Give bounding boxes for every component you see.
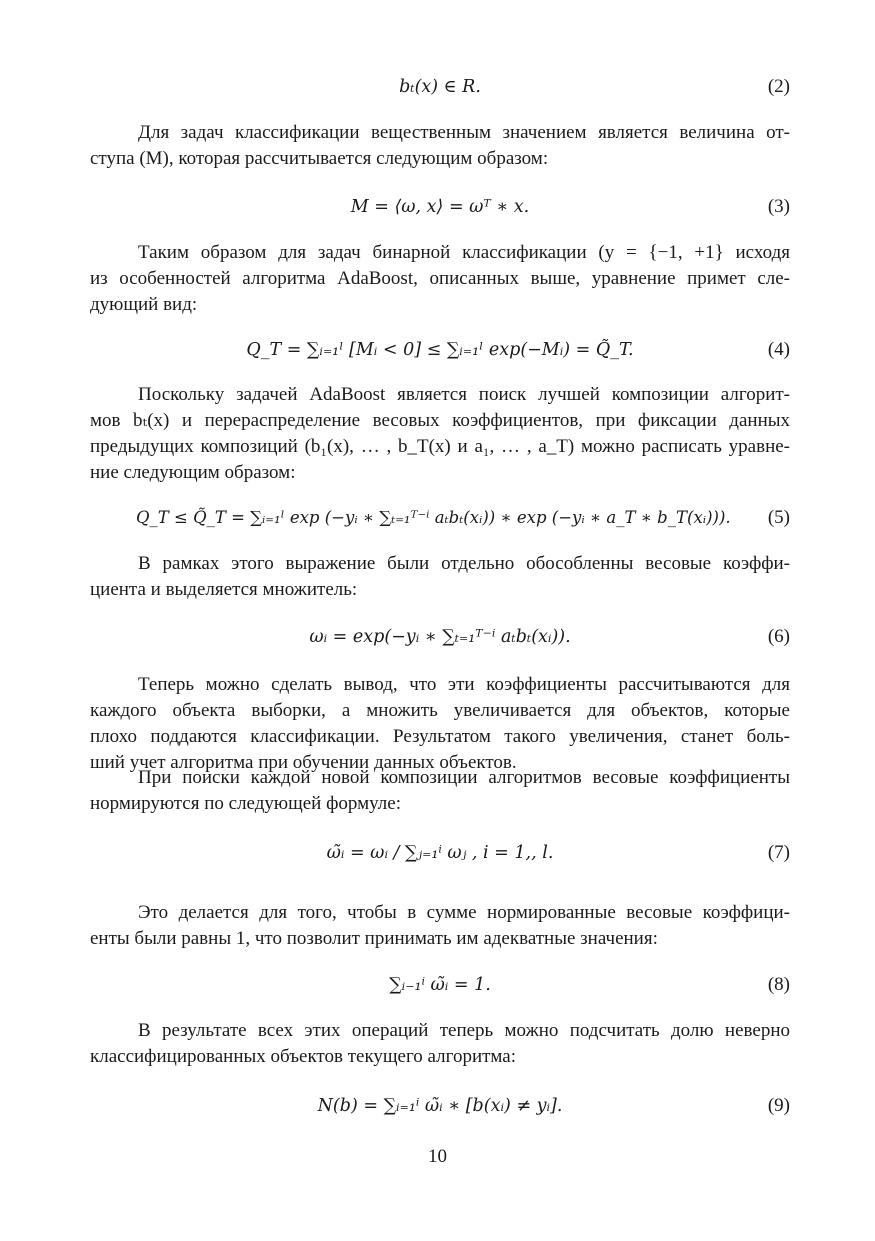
- equation-6: [90, 622, 790, 652]
- text-line: нормируются по следующей формуле:: [90, 793, 401, 814]
- text-line: ший учет алгоритма при обучении данных объектов.: [90, 752, 517, 773]
- paragraph-6: [90, 765, 790, 817]
- equation-8: [90, 970, 790, 1000]
- text-line: циента и выделяется множитель:: [90, 579, 358, 600]
- text-line: ние следующим образом:: [90, 462, 296, 483]
- text-line: мов bₜ(x) и перераспределение весовых коэффициентов, при фиксации данных: [90, 410, 790, 431]
- paragraph-8: [90, 1018, 790, 1070]
- page-number: 10: [428, 1146, 447, 1167]
- paragraph-4: [90, 551, 790, 603]
- text-line: предыдущих композиций (b₁(x), … , b_T(x) и a₁, … , a_T) можно расписать уравне-: [90, 436, 790, 457]
- text-line: классифицированных объектов текущего алгоритма:: [90, 1046, 517, 1067]
- paragraph-7: [90, 900, 790, 952]
- paragraph-1: [90, 120, 790, 172]
- equation-formula: M = ⟨ω, x⟩ = ωᵀ ∗ x.: [350, 197, 530, 217]
- equation-9: [90, 1091, 790, 1121]
- paragraph-3: [90, 382, 790, 486]
- equation-formula: Q_T = ∑ᵢ₌₁ˡ [Mᵢ < 0] ≤ ∑ᵢ₌₁ˡ exp(−Mᵢ) = Q̃_T.: [246, 340, 634, 360]
- equation-formula: ωᵢ = exp(−yᵢ ∗ ∑ₜ₌₁ᵀ⁻ⁱ aₜbₜ(xᵢ)).: [309, 627, 571, 647]
- equation-4: [90, 335, 790, 365]
- equation-formula: ∑ᵢ₋₁ⁱ ω̃ᵢ = 1.: [389, 975, 491, 995]
- equation-number: (3): [767, 196, 790, 217]
- equation-formula: N(b) = ∑ᵢ₌₁ⁱ ω̃ᵢ ∗ [b(xᵢ) ≠ yᵢ].: [317, 1096, 563, 1116]
- equation-2: [90, 72, 790, 102]
- equation-3: [90, 192, 790, 222]
- text-line: В результате всех этих операций теперь можно подсчитать долю неверно: [138, 1020, 790, 1041]
- text-line: В рамках этого выражение были отдельно обособленны весовые коэффи-: [138, 553, 790, 574]
- equation-number: (9): [767, 1095, 790, 1116]
- equation-7: [90, 838, 790, 868]
- text-line: Теперь можно сделать вывод, что эти коэффициенты рассчитываются для: [138, 674, 790, 695]
- text-line: енты были равны 1, что позволит принимать им адекватные значения:: [90, 928, 658, 949]
- equation-5: [90, 503, 790, 533]
- paragraph-2: [90, 240, 790, 318]
- paragraph-5: [90, 672, 790, 776]
- equation-formula: Q_T ≤ Q̃_T = ∑ᵢ₌₁ˡ exp (−yᵢ ∗ ∑ₜ₌₁ᵀ⁻ⁱ aₜbₜ(xᵢ)) ∗ exp (−yᵢ ∗ a_T ∗ b_T(xᵢ))).: [136, 508, 731, 527]
- equation-number: (5): [767, 507, 790, 528]
- text-line: плохо поддаются классификации. Результатом такого увеличения, станет боль-: [90, 726, 790, 747]
- equation-number: (7): [767, 842, 790, 863]
- text-line: дующий вид:: [90, 294, 198, 315]
- equation-formula: bₜ(x) ∈ R.: [399, 77, 481, 97]
- equation-number: (4): [767, 339, 790, 360]
- equation-number: (8): [767, 974, 790, 995]
- text-line: Поскольку задачей AdaBoost является поиск лучшей композиции алгорит-: [138, 384, 790, 405]
- text-line: из особенностей алгоритма AdaBoost, описанных выше, уравнение примет сле-: [90, 268, 790, 289]
- text-line: Это делается для того, чтобы в сумме нормированные весовые коэффици-: [138, 902, 790, 923]
- text-line: ступа (M), которая рассчитывается следующим образом:: [90, 148, 549, 169]
- equation-number: (2): [767, 76, 790, 97]
- text-line: Таким образом для задач бинарной классификации (y = {−1, +1} исходя: [138, 242, 790, 263]
- text-line: каждого объекта выборки, а множить увеличивается для объектов, которые: [90, 700, 790, 721]
- text-line: При поиски каждой новой композиции алгоритмов весовые коэффициенты: [138, 767, 790, 788]
- equation-formula: ω̃ᵢ = ωᵢ / ∑ⱼ₌₁ⁱ ωⱼ , i = 1,, l.: [326, 843, 554, 863]
- text-line: Для задач классификации вещественным значением является величина от-: [138, 122, 790, 143]
- equation-number: (6): [767, 626, 790, 647]
